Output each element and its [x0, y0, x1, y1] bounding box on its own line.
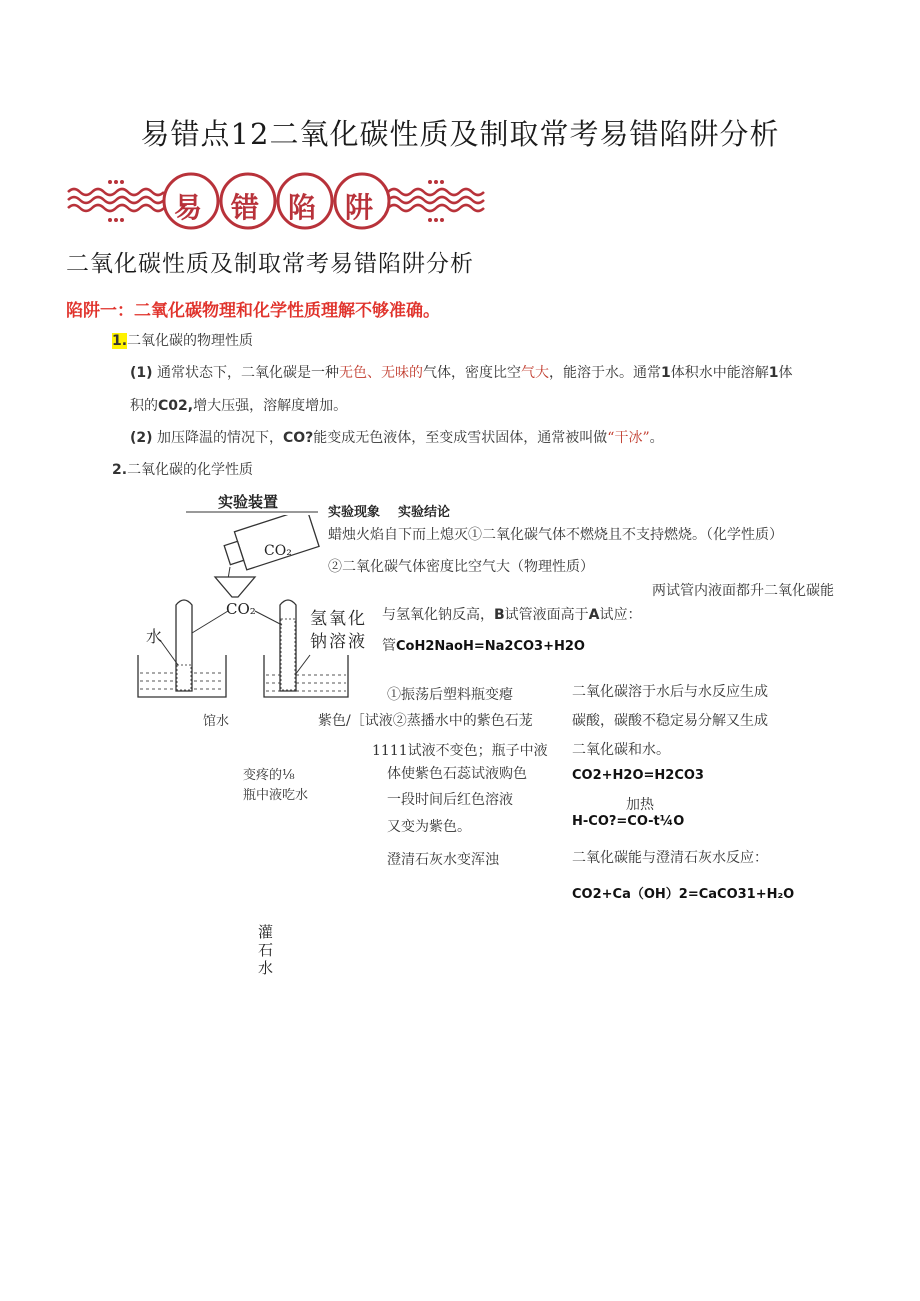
- page-title: 易错点12二氧化碳性质及制取常考易错陷阱分析: [140, 117, 780, 151]
- figure-note-1: 变疼的⅛: [243, 768, 295, 783]
- row3-con-2: 碳酸，碳酸不稳定易分解又生成: [572, 713, 768, 729]
- row2-b-label: B: [494, 607, 505, 623]
- label-naoh-2: 钠溶液: [310, 632, 367, 652]
- row3-con-1: 二氧化碳溶于水后与水反应生成: [572, 684, 768, 700]
- row3-phen-5: 一段时间后红色溶液: [387, 792, 513, 808]
- row2-equation: CoH2NaoH=Na2CO3+H2O: [396, 639, 585, 654]
- row3-phen-2: 紫色/［试液②蒸播水中的紫色石茏: [318, 713, 533, 729]
- paragraph-2: [130, 427, 664, 447]
- banner-wave-right: [388, 189, 484, 211]
- test-tube-right: [280, 600, 296, 691]
- row3-con-3: 二氧化碳和水。: [572, 742, 670, 758]
- paragraph-1-line2: [130, 395, 347, 415]
- row3-phen-4: 体使紫色石蕊试液购色: [387, 766, 527, 782]
- section2-text: 二氧化碳的化学性质: [127, 462, 254, 478]
- p1-text-d: 体积水中能溶解: [670, 365, 769, 381]
- p1-text-a: 通常状态下，二氧化碳是一种: [157, 365, 339, 381]
- section2-number: 2.: [112, 462, 128, 478]
- row2-text-b: 试管液面高于: [504, 607, 589, 623]
- section2-heading: [112, 459, 253, 479]
- figure-vert-3: 水: [258, 959, 274, 977]
- label-co2-bottle: CO₂: [264, 543, 292, 559]
- row1-line2: ②二氧化碳气体密度比空气大（物理性质）: [328, 559, 594, 575]
- banner-char-3: 陷: [288, 191, 317, 224]
- banner-wave-left: [68, 189, 164, 211]
- row3-phen-6: 又变为紫色。: [387, 819, 471, 835]
- p1-line2-a: 积的: [130, 398, 158, 414]
- p2-co: CO?: [283, 430, 314, 446]
- row2-line2: [382, 604, 642, 624]
- banner-graphic: [66, 170, 486, 234]
- figure-vert-2: 石: [258, 941, 274, 959]
- header-device: 实验装置: [218, 493, 279, 511]
- row2-text-c: 试应：: [599, 607, 642, 623]
- banner-char-4: 阱: [345, 191, 374, 224]
- row3-phen-1: ①振荡后塑料瓶变瘪: [387, 687, 513, 703]
- p1-number: (1): [130, 365, 153, 381]
- p1-highlight-2: 气大: [521, 365, 549, 381]
- row4-phenomenon: 澄清石灰水变浑浊: [387, 852, 499, 868]
- banner-char-2: 错: [231, 191, 260, 224]
- header-rule: [186, 511, 318, 513]
- row3-equation-2: H-CO?=CO-t¼O: [572, 814, 685, 826]
- label-water: 水: [146, 627, 163, 646]
- p1-highlight-1: 无色、无味的: [339, 365, 423, 381]
- row3-equation-1: CO2+H2O=H2CO3: [572, 768, 704, 783]
- p1-num-1: 1: [661, 365, 671, 381]
- p1-co2: C02,: [158, 398, 194, 414]
- section1-text: 二氧化碳的物理性质: [127, 333, 254, 349]
- paragraph-1-line1: [130, 362, 793, 382]
- section1-heading: [112, 330, 253, 350]
- row1-line1: 蜡烛火焰自下而上熄灭①二氧化碳气体不燃烧且不支持燃烧。（化学性质）: [328, 527, 783, 543]
- trap-banner: [66, 170, 486, 234]
- row2-text-tube: 管: [382, 638, 396, 654]
- p2-text-c: 。: [649, 430, 664, 446]
- label-naoh-1: 氢氧化: [310, 609, 367, 629]
- p2-number: (2): [130, 430, 153, 446]
- p2-text-a: 加压降温的情况下，: [157, 430, 283, 446]
- figure-note-2: 瓶中液吃水: [243, 788, 309, 803]
- row3-phen-3: 1111试液不变色；瓶子中液: [372, 743, 548, 759]
- row2-right: 两试管内液面都升二氧化碳能: [652, 583, 834, 599]
- p1-text-e: 体: [778, 365, 793, 381]
- row2-line3: [382, 635, 585, 655]
- beaker-right: [264, 655, 348, 697]
- row3-heat: 加热: [626, 797, 654, 813]
- p2-text-b: 能变成无色液体，至变成雪状固体，通常被叫做: [313, 430, 608, 446]
- test-tube-left: [176, 600, 192, 691]
- banner-char-1: 易: [174, 191, 203, 224]
- p1-num-2: 1: [768, 365, 779, 381]
- header-conclusion: 实验结论: [398, 505, 451, 520]
- p1-line2-b: 增大压强，溶解度增加。: [193, 398, 348, 414]
- p1-text-c: ，能溶于水。通常: [549, 365, 661, 381]
- section-heading: 二氧化碳性质及制取常考易错陷阱分析: [66, 251, 474, 277]
- figure-vert-1: 灌: [258, 923, 274, 941]
- row4-conclusion: 二氧化碳能与澄清石灰水反应：: [572, 850, 768, 866]
- p1-text-b: 气体，密度比空: [423, 365, 521, 381]
- figure-caption: 馆水: [203, 714, 230, 729]
- row4-equation: CO2+Ca（OH）2=CaCO31+H₂O: [572, 887, 795, 902]
- row2-a-label: A: [588, 607, 600, 623]
- label-co2-funnel: CO₂: [226, 600, 256, 618]
- row3-equation-2-clip: [566, 814, 686, 826]
- funnel: [215, 577, 255, 597]
- section1-number: 1.: [112, 333, 128, 349]
- header-phenomenon: 实验现象: [328, 505, 381, 520]
- trap-heading: 陷阱一：二氧化碳物理和化学性质理解不够准确。: [66, 301, 440, 321]
- p2-dry-ice: “干冰”: [607, 430, 650, 446]
- row2-text-a: 与氢氧化钠反高，: [382, 607, 494, 623]
